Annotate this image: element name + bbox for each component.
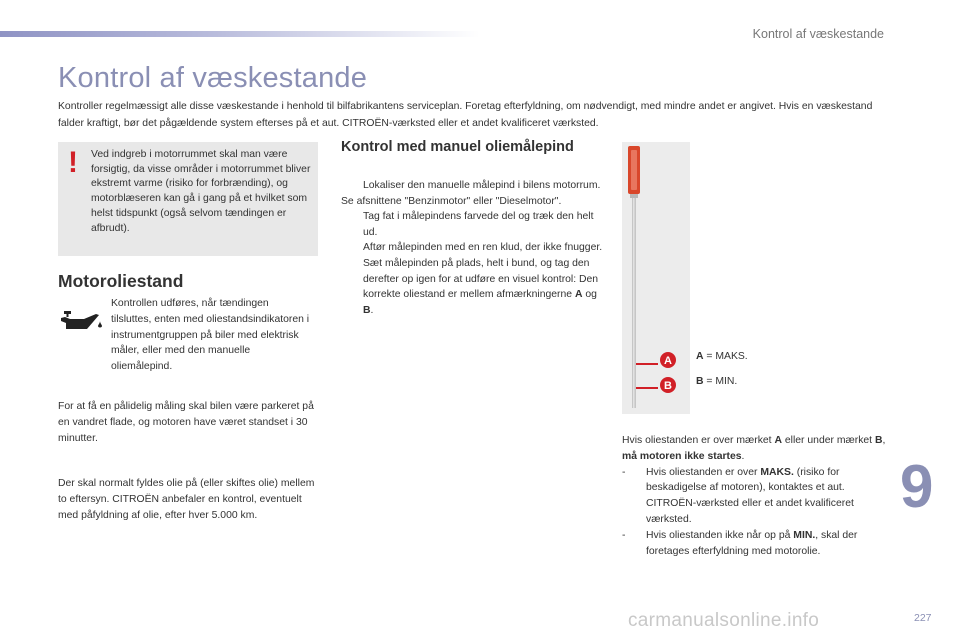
dipstick-steps <box>341 178 603 318</box>
step-item <box>341 209 603 240</box>
reference-note: Se afsnittene "Benzinmotor" eller "Dieselmotor". <box>341 195 562 207</box>
warning-text: Ved indgreb i motorrummet skal man være forsigtig, da visse områder i motorrummet bliver ekstremt varme (risiko for forbrænding), og motorblæseren kan gå i gang på et hvilket som helst tidspunkt (også selvom tændingen er afbrudt). <box>91 149 311 234</box>
warning-box <box>58 142 318 256</box>
dipstick-drawing <box>622 142 690 414</box>
step-item <box>341 178 603 194</box>
header-gradient-bar <box>0 31 480 37</box>
checkbox-bullet-icon <box>341 240 363 256</box>
mark-b-label: B <box>664 380 672 392</box>
checkbox-bullet-icon <box>341 178 363 194</box>
result-intro: Hvis oliestanden er over mærket A eller under mærket B, må motoren ikke startes. <box>622 435 886 462</box>
oil-check-text: Kontrollen udføres, når tændingen tilsluttes, enten med oliestandsindikatoren i instrumentgruppen på biler med elektrisk måler, eller med den manuelle oliemålepind. <box>111 298 310 373</box>
step-item <box>341 240 603 256</box>
mark-a-ref: A <box>574 289 583 301</box>
oil-refill-text: Der skal normalt fyldes olie på (eller skiftes olie) mellem to eftersyn. CITROËN anbefaler en kontrol, eventuelt med påfyldning af olie, efter hver 5.000 km. <box>58 478 315 521</box>
chapter-number: 9 <box>900 453 934 520</box>
intro-paragraph: Kontroller regelmæssigt alle disse væskestande i henhold til bilfabrikantens serviceplan. Foretag efterfyldning, om nødvendigt, med mindre andet er angivet. Hvis en væskestand falder kraftigt, bør det pågældende system efterses på et aut. CITROËN-værksted eller et andet kvalificeret værksted. <box>58 101 873 129</box>
dipstick-illustration <box>622 142 690 414</box>
dipstick-collar <box>630 194 638 198</box>
oil-level-heading: Motoroliestand <box>58 271 184 291</box>
oil-measure-text: For at få en pålidelig måling skal bilen være parkeret på en vandret flade, og motoren have været standset i 30 minutter. <box>58 401 314 444</box>
legend-min: B = MIN. <box>696 376 738 387</box>
watermark-text: carmanualsonline.info <box>628 610 820 631</box>
dipstick-rod-shine <box>633 198 635 408</box>
page-number: 227 <box>914 612 932 624</box>
oil-can-icon <box>60 309 104 333</box>
legend-max: A = MAKS. <box>696 351 748 362</box>
oil-level-result <box>622 433 890 559</box>
list-item: - Hvis oliestanden er over MAKS. (risiko for beskadigelse af motoren), kontaktes et aut. CITROËN-værksted eller et andet kvalificeret værksted. <box>622 466 854 525</box>
dipstick-handle-highlight <box>631 150 637 190</box>
manual-dipstick-heading: Kontrol med manuel oliemålepind <box>341 139 574 155</box>
checkbox-bullet-icon <box>341 209 363 240</box>
mark-a-label: A <box>664 355 672 367</box>
warning-icon: ! <box>68 146 78 179</box>
page-title: Kontrol af væskestande <box>58 62 368 94</box>
step-text: Aftør målepinden med en ren klud, der ikke fnugger. <box>363 242 603 254</box>
step-text: Sæt målepinden på plads, helt i bund, og tag den derefter op igen for at udføre en visuel kontrol: Den korrekte oliestand er mellem afmærkningerne A og B. <box>363 257 599 316</box>
mark-b-ref: B <box>363 304 371 316</box>
list-item: - Hvis oliestanden ikke når op på MIN., skal der foretages efterfyldning med motorolie. <box>622 529 858 557</box>
step-text: Lokaliser den manuelle målepind i bilens motorrum. <box>363 180 601 191</box>
step-text: Tag fat i målepindens farvede del og træk den helt ud. <box>363 211 594 238</box>
step-item <box>341 256 603 318</box>
checkbox-bullet-icon <box>341 256 363 318</box>
running-header: Kontrol af væskestande <box>752 27 884 41</box>
